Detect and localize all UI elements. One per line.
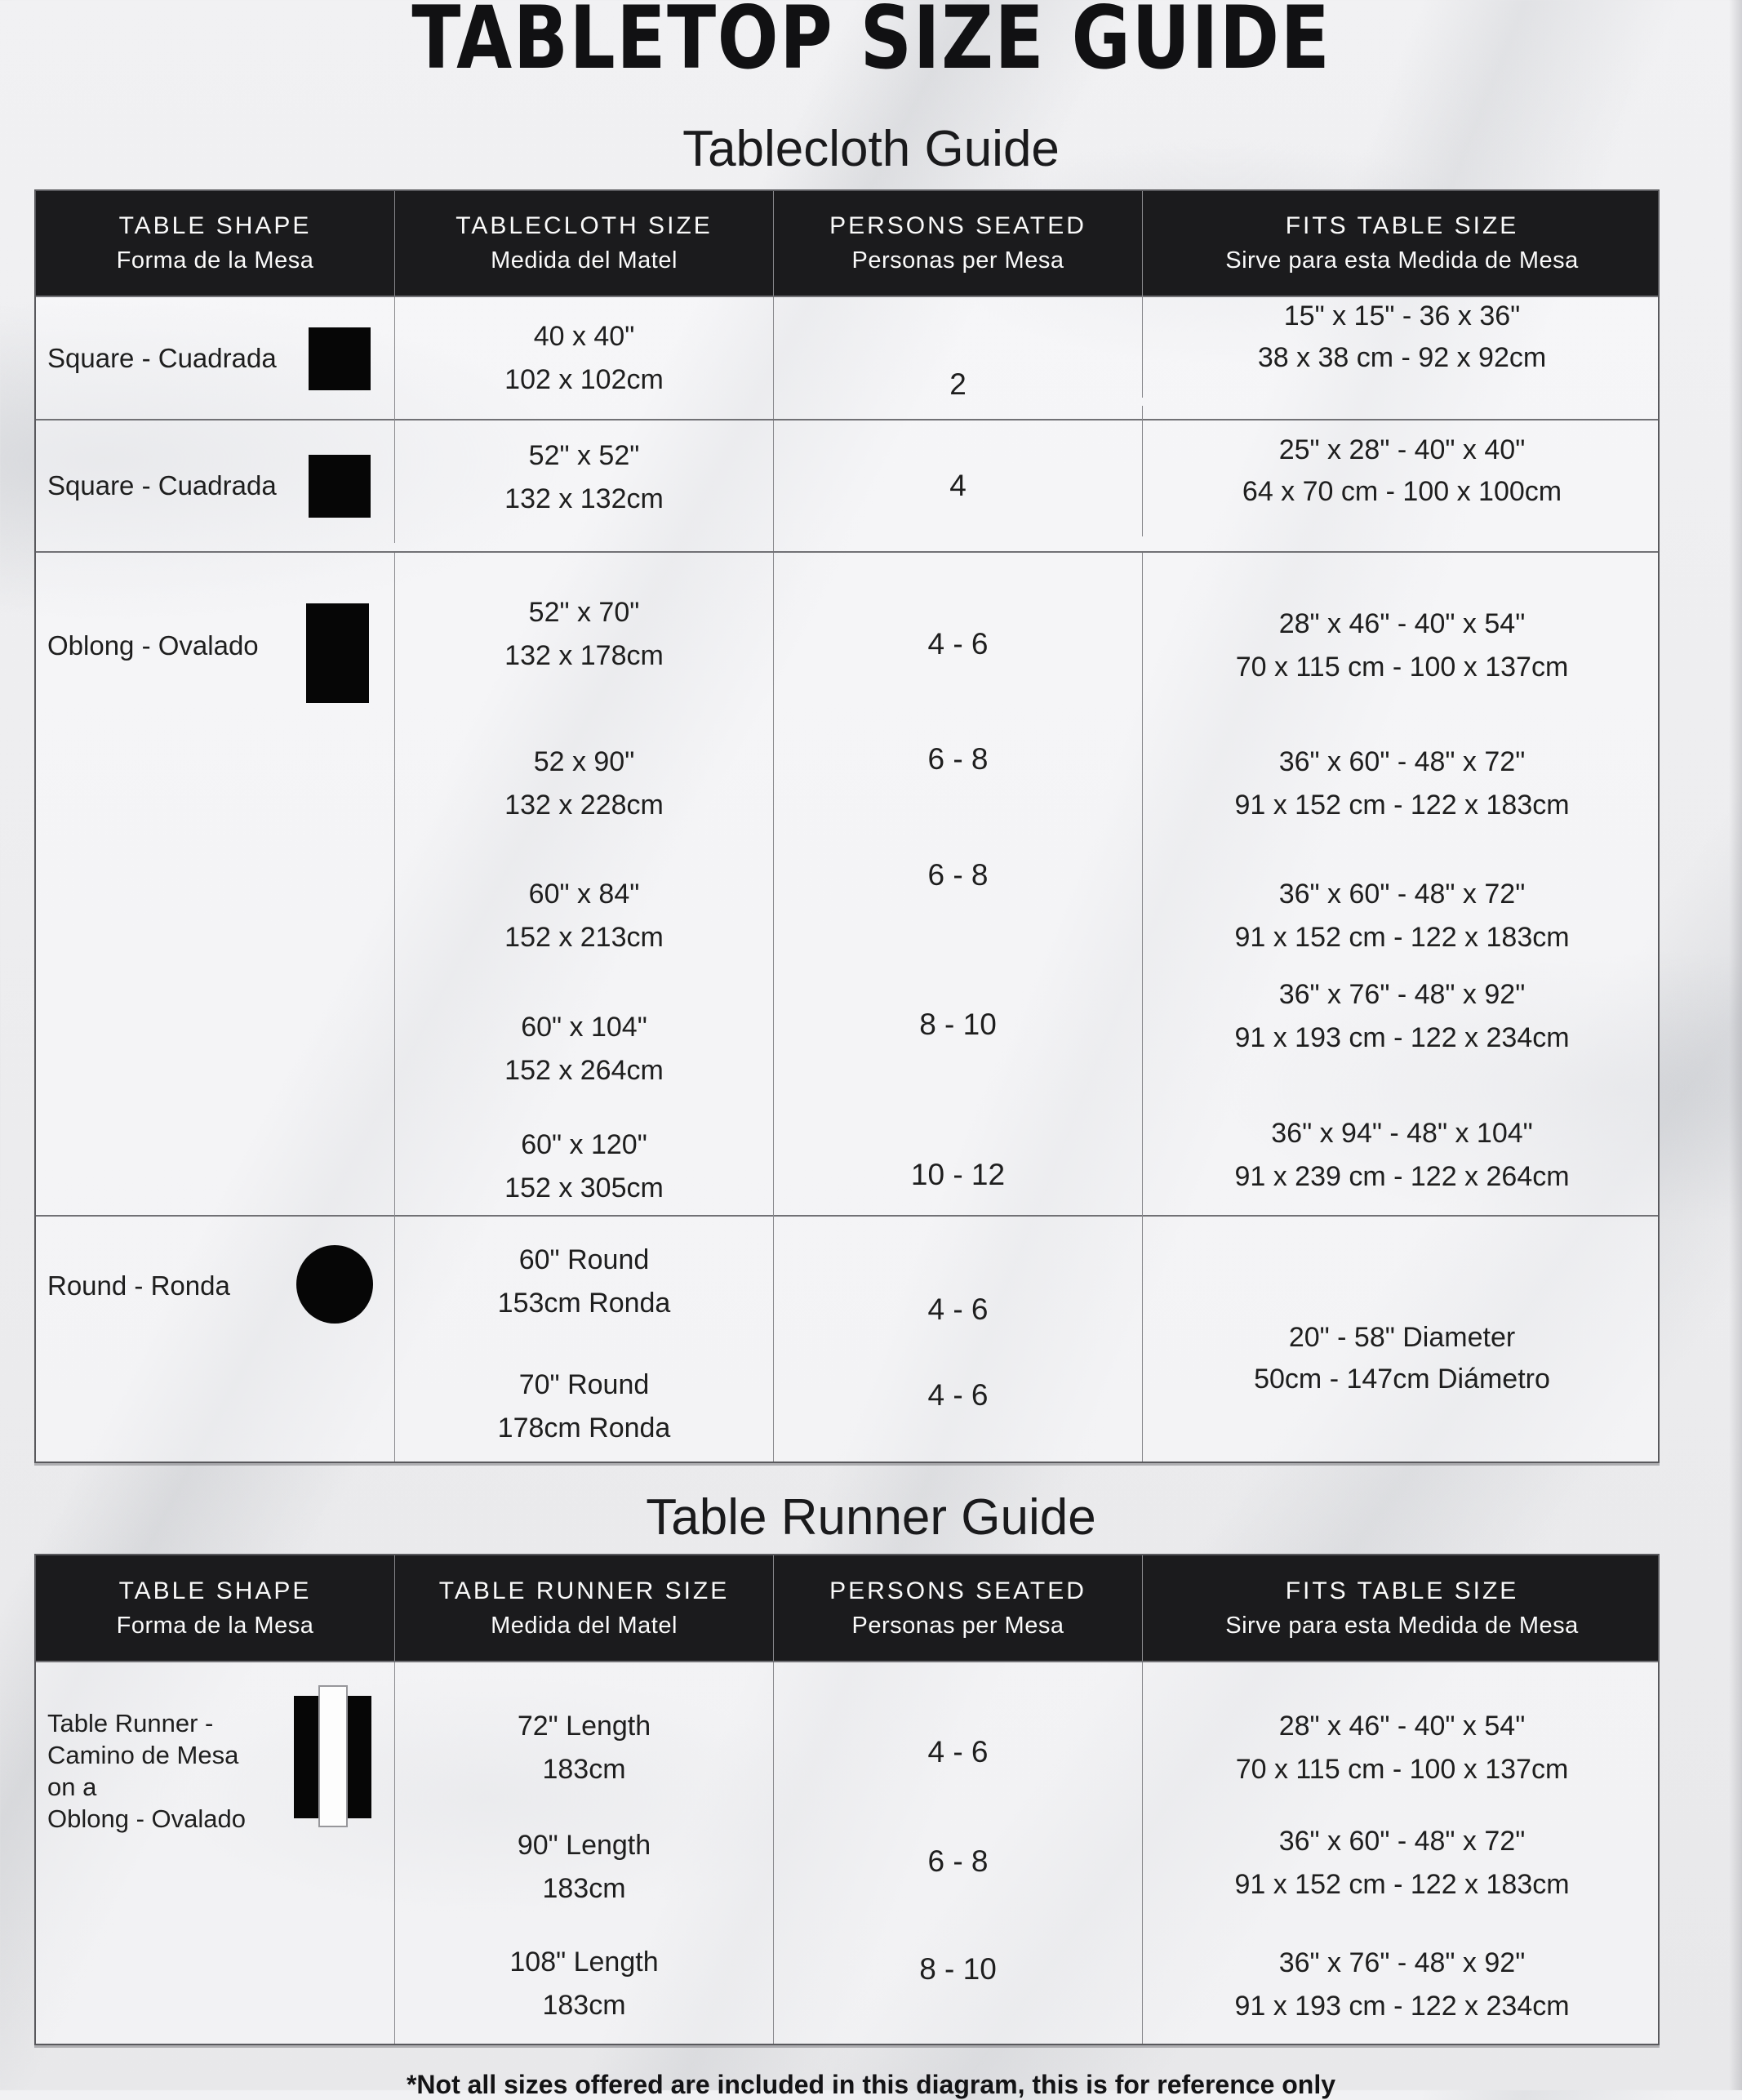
fits-entry: 36" x 76" - 48" x 92" 91 x 193 cm - 122 x 234cm bbox=[1234, 978, 1570, 1053]
square-icon bbox=[309, 327, 371, 390]
persons-cell bbox=[773, 1217, 1142, 1463]
shape-label: Oblong - Ovalado bbox=[47, 630, 259, 661]
persons-cell bbox=[773, 420, 1142, 551]
runner-stripe bbox=[318, 1685, 348, 1827]
size-cell bbox=[394, 1662, 773, 2045]
header-persons-seated bbox=[773, 1555, 1142, 1661]
size-entry: 108" Length 183cm bbox=[509, 1946, 659, 2021]
header-main: TABLE RUNNER SIZE bbox=[438, 1577, 730, 1604]
persons-entry: 4 - 6 bbox=[927, 1292, 989, 1326]
fits-cm: 64 x 70 cm - 100 x 100cm bbox=[1242, 476, 1562, 507]
size-cell bbox=[394, 297, 773, 419]
table-row-runner bbox=[36, 1661, 1658, 2045]
header-sub: Medida del Matel bbox=[491, 247, 678, 274]
size-inches: 52" x 52" bbox=[528, 440, 640, 471]
shape-cell bbox=[36, 1217, 394, 1463]
header-sub: Sirve para esta Medida de Mesa bbox=[1225, 247, 1579, 274]
size-entry: 52" x 70" 132 x 178cm bbox=[504, 597, 664, 671]
size-cell bbox=[394, 553, 773, 1217]
fits-cm: 50cm - 147cm Diámetro bbox=[1254, 1364, 1550, 1395]
persons-entry: 4 - 6 bbox=[927, 1378, 989, 1412]
persons-entry: 8 - 10 bbox=[919, 1951, 997, 1986]
shape-cell bbox=[36, 553, 394, 1217]
persons-entry: 6 - 8 bbox=[927, 858, 989, 892]
shape-label: Table Runner - Camino de Mesa on a Oblong - Ovalado bbox=[47, 1709, 246, 1833]
table-row-oblong bbox=[36, 551, 1658, 1215]
fits-entry: 36" x 60" - 48" x 72" 91 x 152 cm - 122 x 183cm bbox=[1234, 879, 1570, 953]
fits-entry: 28" x 46" - 40" x 54" 70 x 115 cm - 100 x 137cm bbox=[1235, 608, 1569, 683]
header-main: TABLECLOTH SIZE bbox=[455, 212, 713, 239]
header-main: FITS TABLE SIZE bbox=[1285, 1577, 1519, 1604]
fits-entry: 36" x 60" - 48" x 72" 91 x 152 cm - 122 x 183cm bbox=[1234, 745, 1570, 821]
size-cell bbox=[394, 1217, 773, 1463]
persons-value: 2 bbox=[949, 367, 967, 401]
header-main: FITS TABLE SIZE bbox=[1285, 212, 1519, 239]
size-entry: 52 x 90" 132 x 228cm bbox=[504, 745, 664, 821]
shape-label: Round - Ronda bbox=[47, 1270, 230, 1301]
size-entry: 70" Round 178cm Ronda bbox=[497, 1369, 671, 1444]
tablecloth-table bbox=[34, 189, 1660, 1463]
circle-icon bbox=[296, 1245, 373, 1324]
page-title bbox=[0, 0, 1742, 88]
shape-label: Square - Cuadrada bbox=[47, 342, 277, 373]
table-row-round bbox=[36, 1215, 1658, 1463]
table-runner-table bbox=[34, 1554, 1660, 2045]
size-cm: 132 x 132cm bbox=[504, 483, 664, 514]
size-cm: 102 x 102cm bbox=[504, 363, 664, 395]
header-table-shape bbox=[36, 191, 394, 296]
header-sub: Sirve para esta Medida de Mesa bbox=[1225, 1612, 1579, 1639]
persons-value: 4 bbox=[949, 469, 967, 502]
persons-entry: 10 - 12 bbox=[910, 1157, 1006, 1191]
fits-entry: 36" x 60" - 48" x 72" 91 x 152 cm - 122 x 183cm bbox=[1234, 1826, 1570, 1900]
persons-entry: 6 - 8 bbox=[927, 1844, 989, 1878]
fits-inches: 15" x 15" - 36 x 36" bbox=[1283, 300, 1521, 331]
fits-inches: 25" x 28" - 40" x 40" bbox=[1278, 434, 1526, 465]
shape-cell bbox=[36, 1662, 394, 2045]
header-sub: Medida del Matel bbox=[491, 1612, 678, 1639]
persons-cell bbox=[773, 297, 1142, 419]
size-cell bbox=[394, 412, 773, 543]
footnote: *Not all sizes offered are included in this diagram, this is for reference only bbox=[406, 2070, 1336, 2099]
persons-entry: 4 - 6 bbox=[927, 1735, 989, 1769]
header-table-runner-size bbox=[394, 1555, 773, 1661]
size-entry: 60" Round 153cm Ronda bbox=[497, 1244, 671, 1319]
header-fits-table-size bbox=[1142, 1555, 1660, 1661]
fits-cell bbox=[1142, 1662, 1660, 2045]
runner-on-table-icon bbox=[294, 1696, 371, 1818]
fits-cm: 38 x 38 cm - 92 x 92cm bbox=[1257, 341, 1547, 373]
header-sub: Personas per Mesa bbox=[851, 1612, 1064, 1639]
header-tablecloth-size bbox=[394, 191, 773, 296]
size-entry: 60" x 104" 152 x 264cm bbox=[504, 1011, 664, 1086]
shape-cell bbox=[36, 297, 394, 419]
fits-entry: 36" x 76" - 48" x 92" 91 x 193 cm - 122 x 234cm bbox=[1234, 1947, 1570, 2022]
size-entry: 72" Length 183cm bbox=[517, 1711, 651, 1785]
header-persons-seated bbox=[773, 191, 1142, 296]
fits-cell bbox=[1142, 1217, 1660, 1463]
fits-entry: 28" x 46" - 40" x 54" 70 x 115 cm - 100 x 137cm bbox=[1235, 1711, 1569, 1785]
fits-cell bbox=[1142, 406, 1660, 536]
persons-entry: 6 - 8 bbox=[927, 741, 989, 776]
header-sub: Personas per Mesa bbox=[851, 247, 1064, 274]
fits-cell bbox=[1142, 276, 1660, 398]
persons-entry: 8 - 10 bbox=[919, 1007, 997, 1041]
header-main: TABLE SHAPE bbox=[118, 212, 312, 239]
header-main: PERSONS SEATED bbox=[829, 212, 1087, 239]
shape-label: Square - Cuadrada bbox=[47, 470, 277, 501]
runner-section-title: Table Runner Guide bbox=[646, 1489, 1096, 1546]
header-main: PERSONS SEATED bbox=[829, 1577, 1087, 1604]
fits-cell bbox=[1142, 553, 1660, 1217]
fits-inches: 20" - 58" Diameter bbox=[1288, 1322, 1516, 1353]
page-title-text: TABLETOP SIZE GUIDE bbox=[411, 0, 1331, 88]
header-table-shape bbox=[36, 1555, 394, 1661]
header-sub: Forma de la Mesa bbox=[116, 1612, 314, 1639]
table-row-square-52 bbox=[36, 419, 1658, 551]
header-sub: Forma de la Mesa bbox=[116, 247, 314, 274]
size-entry: 60" x 120" 152 x 305cm bbox=[504, 1128, 664, 1203]
size-entry: 90" Length 183cm bbox=[517, 1830, 651, 1904]
shape-cell bbox=[36, 420, 394, 551]
persons-cell bbox=[773, 553, 1142, 1217]
runner-header-row bbox=[36, 1555, 1658, 1661]
oblong-rectangle-icon bbox=[306, 603, 369, 703]
size-inches: 40 x 40" bbox=[533, 320, 635, 352]
header-main: TABLE SHAPE bbox=[118, 1577, 312, 1604]
square-icon bbox=[309, 455, 371, 518]
tablecloth-section-title: Tablecloth Guide bbox=[682, 121, 1060, 177]
persons-entry: 4 - 6 bbox=[927, 627, 989, 661]
persons-cell bbox=[773, 1662, 1142, 2045]
fits-entry: 36" x 94" - 48" x 104" 91 x 239 cm - 122 x 264cm bbox=[1234, 1117, 1570, 1192]
size-entry: 60" x 84" 152 x 213cm bbox=[504, 879, 664, 953]
table-row-square-40 bbox=[36, 296, 1658, 419]
